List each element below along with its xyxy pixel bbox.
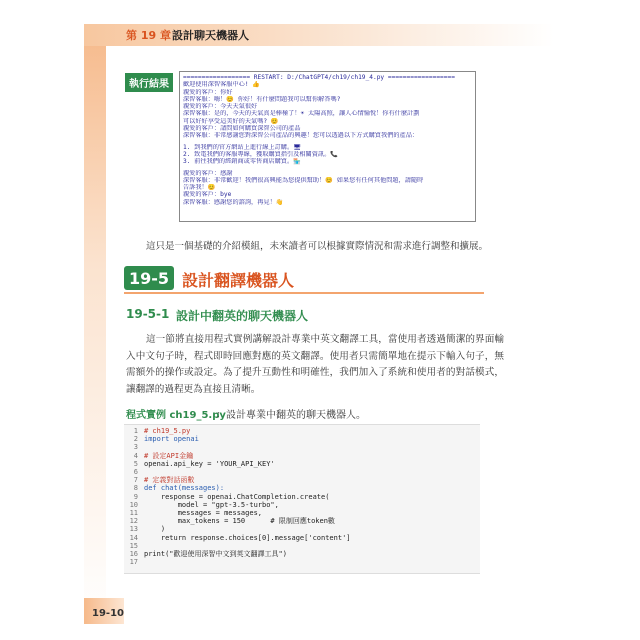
line-number: 16 bbox=[129, 550, 138, 559]
run-result-label: 執行結果 bbox=[125, 73, 173, 92]
line-number: 1 bbox=[133, 427, 138, 435]
line-number: 3 bbox=[133, 443, 138, 452]
console-output bbox=[179, 71, 476, 222]
line-number: 11 bbox=[129, 509, 138, 518]
section-number-badge: 19-5 bbox=[124, 266, 174, 290]
code-text: def chat(messages): bbox=[144, 484, 225, 493]
console-line: 1. 到我們的官方網站上進行線上訂購。🖥 bbox=[183, 143, 302, 151]
example-label: 程式實例 ch19_5.py bbox=[126, 410, 226, 421]
console-line: 深智客服：非常感謝您對深智公司產品的興趣！您可以透過以下方式購買我們的產品： bbox=[183, 132, 419, 140]
console-line: 親愛的客戶：請問如何購買深智公司的產品 bbox=[183, 125, 301, 133]
line-number: 7 bbox=[133, 476, 138, 485]
body-paragraph: 這一節將直接用程式實例講解設計專業中英文翻譯工具，當使用者透過簡潔的界面輸入中文句子時，程式即時回應對應的英文翻譯。使用者只需簡單地在提示下輸入句子，無需額外的操作或設定。為了提升互動性和明確性，我們加入了系統和使用者的對話模式，讓翻譯的過程更為直接且清晰。 bbox=[126, 334, 504, 395]
code-text: response = openai.ChatCompletion.create( bbox=[144, 492, 330, 501]
code-line bbox=[124, 468, 480, 476]
intro-paragraph: 這只是一個基礎的介紹模組，未來讀者可以根據實際情況和需求進行調整和擴展。 bbox=[146, 241, 489, 252]
code-line bbox=[124, 435, 480, 443]
line-number: 12 bbox=[129, 517, 138, 526]
line-number: 8 bbox=[133, 484, 138, 493]
section-title: 設計翻譯機器人 bbox=[182, 271, 295, 290]
subsection-title: 設計中翻英的聊天機器人 bbox=[176, 309, 309, 323]
code-line bbox=[124, 509, 480, 517]
console-line: ================== RESTART: D:/ChatGPT4/ch19/ch19_4.py ================== bbox=[183, 74, 455, 81]
console-line: 深智客服：是的，今天的天氣真是棒極了！☀ 太陽高照，讓人心情愉悅！你有什麼計劃 bbox=[183, 110, 420, 118]
console-line: 親愛的客戶：bye bbox=[183, 191, 232, 199]
console-line: 告訴我！😊 bbox=[183, 184, 216, 192]
code-line bbox=[124, 550, 480, 558]
section-underline bbox=[124, 292, 484, 294]
line-number: 5 bbox=[133, 459, 138, 468]
console-line: 親愛的客戶：感謝 bbox=[183, 169, 233, 177]
subsection-number: 19-5-1 bbox=[126, 307, 170, 321]
code-text: import openai bbox=[144, 435, 199, 444]
left-margin-band bbox=[84, 24, 106, 624]
console-line: 可以好好享受這美好的天氣嗎? 😊 bbox=[183, 117, 279, 125]
line-number: 15 bbox=[129, 541, 138, 550]
line-number: 10 bbox=[129, 500, 138, 509]
example-description: ：設計專業中翻英的聊天機器人。 bbox=[216, 410, 366, 421]
code-line bbox=[124, 525, 480, 533]
code-text: model = "gpt-3.5-turbo", bbox=[144, 500, 279, 509]
line-number: 13 bbox=[129, 525, 138, 534]
console-line: 深智客服：非常歡迎！我們很高興能為您提供幫助！😊 如果您有任何其他問題，請隨時 bbox=[183, 176, 424, 184]
code-text: # ch19_5.py bbox=[144, 427, 191, 435]
code-line bbox=[124, 443, 480, 451]
code-line bbox=[124, 484, 480, 492]
line-number: 6 bbox=[133, 468, 138, 477]
code-line bbox=[124, 460, 480, 468]
console-line: 歡迎使用深智客服中心! 👍 bbox=[183, 81, 261, 89]
console-line: 親愛的客戶：今天天氣很好 bbox=[183, 103, 258, 111]
code-line bbox=[124, 476, 480, 484]
console-line: 3. 前往我們的經銷商或零售商店購買。🏪 bbox=[183, 158, 301, 166]
console-line: 深智客服：感謝您的諮詢，再見！👋 bbox=[183, 198, 284, 206]
code-listing bbox=[124, 424, 480, 574]
code-text: max_tokens = 150 # 限制回應token數 bbox=[144, 517, 335, 526]
console-line: 2. 致電我們的客服專線，獲取購買指引及相關資訊。📞 bbox=[183, 150, 339, 158]
line-number: 2 bbox=[133, 435, 138, 444]
code-line bbox=[124, 493, 480, 501]
code-text: messages = messages, bbox=[144, 509, 263, 518]
code-line bbox=[124, 501, 480, 509]
code-text: # 設定API金鑰 bbox=[144, 451, 194, 460]
line-number: 14 bbox=[129, 533, 138, 542]
code-line bbox=[124, 427, 480, 435]
line-number: 4 bbox=[133, 451, 138, 460]
console-line: 親愛的客戶：你好 bbox=[183, 88, 233, 96]
code-text: openai.api_key = 'YOUR_API_KEY' bbox=[144, 459, 275, 468]
chapter-number: 第 19 章 bbox=[126, 29, 171, 42]
code-line bbox=[124, 452, 480, 460]
line-number: 17 bbox=[129, 558, 138, 567]
code-text: # 定義對話函數 bbox=[144, 476, 195, 485]
page-number: 19-10 bbox=[92, 608, 124, 619]
console-line: 深智客服：嗨！😊 你好！有什麼問題我可以幫你解答嗎? bbox=[183, 95, 341, 103]
line-number: 9 bbox=[133, 492, 138, 501]
code-text: ) bbox=[144, 525, 166, 534]
code-text: print("歡迎使用深智中文到英文翻譯工具") bbox=[144, 550, 287, 559]
code-line bbox=[124, 517, 480, 525]
code-text: return response.choices[0].message['content'] bbox=[144, 533, 351, 542]
code-line bbox=[124, 558, 480, 566]
code-line bbox=[124, 534, 480, 542]
chapter-title: 設計聊天機器人 bbox=[172, 29, 249, 42]
code-line bbox=[124, 542, 480, 550]
